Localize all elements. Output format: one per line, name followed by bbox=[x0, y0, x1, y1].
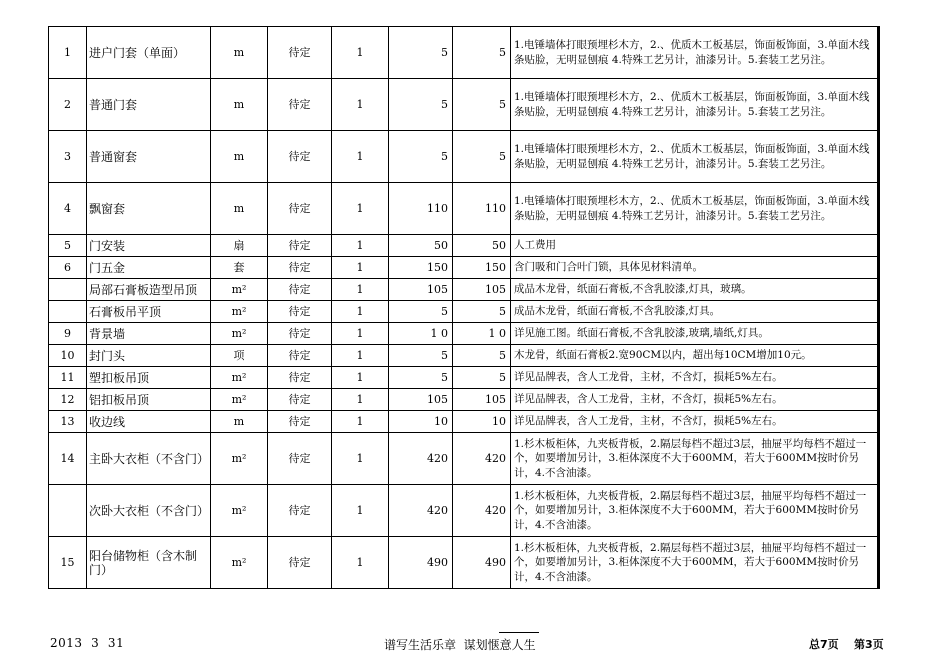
item-amount: 5 bbox=[389, 345, 453, 367]
item-description: 1.杉木板柜体，九夹板背板，2.隔层每档不超过3层，抽屉平均每档不超过一个，如要增加另计，3.柜体深度不大于600MM，若大于600MM按时价另计，4.不含油漆。 bbox=[511, 537, 879, 589]
item-quantity: 1 bbox=[332, 27, 389, 79]
item-quantity: 1 bbox=[332, 367, 389, 389]
item-total: 5 bbox=[453, 345, 511, 367]
items-table bbox=[48, 26, 880, 589]
item-amount: 5 bbox=[389, 79, 453, 131]
item-name: 阳台储物柜（含木制门） bbox=[87, 537, 211, 589]
row-number: 12 bbox=[49, 389, 87, 411]
item-description: 成品木龙骨，纸面石膏板,不含乳胶漆,灯具，玻璃。 bbox=[511, 279, 879, 301]
item-description: 详见施工图。纸面石膏板,不含乳胶漆,玻璃,墙纸,灯具。 bbox=[511, 323, 879, 345]
item-total: 420 bbox=[453, 485, 511, 537]
item-quantity: 1 bbox=[332, 257, 389, 279]
item-description: 详见品牌表，含人工龙骨，主材，不含灯，损耗5%左右。 bbox=[511, 389, 879, 411]
item-amount: 490 bbox=[389, 537, 453, 589]
table-row bbox=[49, 367, 879, 389]
footer-date: 2013 3 31 bbox=[50, 636, 125, 650]
item-description: 1.杉木板柜体，九夹板背板，2.隔层每档不超过3层，抽屉平均每档不超过一个，如要增加另计，3.柜体深度不大于600MM，若大于600MM按时价另计，4.不含油漆。 bbox=[511, 485, 879, 537]
table-row bbox=[49, 345, 879, 367]
item-total: 5 bbox=[453, 27, 511, 79]
item-description: 人工费用 bbox=[511, 235, 879, 257]
item-unit: m² bbox=[211, 301, 268, 323]
item-unit-price: 待定 bbox=[268, 411, 332, 433]
item-unit-price: 待定 bbox=[268, 183, 332, 235]
item-amount: 420 bbox=[389, 433, 453, 485]
row-number: 9 bbox=[49, 323, 87, 345]
item-total: 105 bbox=[453, 389, 511, 411]
item-quantity: 1 bbox=[332, 485, 389, 537]
item-total: 10 bbox=[453, 411, 511, 433]
table-row bbox=[49, 279, 879, 301]
item-amount: 105 bbox=[389, 389, 453, 411]
table-row bbox=[49, 433, 879, 485]
item-name: 塑扣板吊顶 bbox=[87, 367, 211, 389]
footer-slogan: 谱写生活乐章 谋划惬意人生 bbox=[384, 638, 536, 652]
item-quantity: 1 bbox=[332, 345, 389, 367]
item-total: 1 0 bbox=[453, 323, 511, 345]
item-description: 1.电锤墙体打眼预埋杉木方，2.、优质木工板基层，饰面板饰面，3.单面木线条贴脸，无明显刨痕 4.特殊工艺另计，油漆另计。5.套装工艺另注。 bbox=[511, 183, 879, 235]
item-name: 进户门套（单面） bbox=[87, 27, 211, 79]
item-total: 150 bbox=[453, 257, 511, 279]
table-row bbox=[49, 235, 879, 257]
item-unit-price: 待定 bbox=[268, 537, 332, 589]
item-unit: m bbox=[211, 79, 268, 131]
item-unit-price: 待定 bbox=[268, 79, 332, 131]
item-total: 5 bbox=[453, 79, 511, 131]
item-name: 普通门套 bbox=[87, 79, 211, 131]
item-description: 成品木龙骨，纸面石膏板,不含乳胶漆,灯具。 bbox=[511, 301, 879, 323]
item-unit-price: 待定 bbox=[268, 433, 332, 485]
row-number: 6 bbox=[49, 257, 87, 279]
row-number: 3 bbox=[49, 131, 87, 183]
item-unit: m² bbox=[211, 433, 268, 485]
item-quantity: 1 bbox=[332, 131, 389, 183]
row-number: 10 bbox=[49, 345, 87, 367]
item-name: 封门头 bbox=[87, 345, 211, 367]
item-quantity: 1 bbox=[332, 433, 389, 485]
item-name: 局部石膏板造型吊顶 bbox=[87, 279, 211, 301]
table-row bbox=[49, 389, 879, 411]
item-quantity: 1 bbox=[332, 389, 389, 411]
footer-divider bbox=[499, 632, 539, 633]
item-description: 1.电锤墙体打眼预埋杉木方，2.、优质木工板基层，饰面板饰面，3.单面木线条贴脸，无明显刨痕 4.特殊工艺另计，油漆另计。5.套装工艺另注。 bbox=[511, 27, 879, 79]
footer-page-count: 总7页 第3页 bbox=[809, 638, 884, 651]
item-description: 1.电锤墙体打眼预埋杉木方，2.、优质木工板基层，饰面板饰面，3.单面木线条贴脸，无明显刨痕 4.特殊工艺另计，油漆另计。5.套装工艺另注。 bbox=[511, 79, 879, 131]
item-unit: m bbox=[211, 27, 268, 79]
row-number: 15 bbox=[49, 537, 87, 589]
row-number: 4 bbox=[49, 183, 87, 235]
table-row bbox=[49, 131, 879, 183]
table-row bbox=[49, 79, 879, 131]
item-total: 50 bbox=[453, 235, 511, 257]
item-total: 110 bbox=[453, 183, 511, 235]
item-total: 490 bbox=[453, 537, 511, 589]
item-amount: 1 0 bbox=[389, 323, 453, 345]
item-quantity: 1 bbox=[332, 411, 389, 433]
item-name: 飘窗套 bbox=[87, 183, 211, 235]
item-unit: 套 bbox=[211, 257, 268, 279]
item-amount: 5 bbox=[389, 367, 453, 389]
item-unit: m bbox=[211, 183, 268, 235]
item-unit: m² bbox=[211, 537, 268, 589]
row-number: 13 bbox=[49, 411, 87, 433]
item-name: 石膏板吊平顶 bbox=[87, 301, 211, 323]
item-name: 收边线 bbox=[87, 411, 211, 433]
item-unit: m² bbox=[211, 367, 268, 389]
table-row bbox=[49, 323, 879, 345]
row-number: 2 bbox=[49, 79, 87, 131]
item-amount: 10 bbox=[389, 411, 453, 433]
item-total: 5 bbox=[453, 131, 511, 183]
table-row bbox=[49, 257, 879, 279]
item-unit: 扇 bbox=[211, 235, 268, 257]
item-quantity: 1 bbox=[332, 301, 389, 323]
row-number: 5 bbox=[49, 235, 87, 257]
item-description: 含门吸和门合叶门锁，具体见材料清单。 bbox=[511, 257, 879, 279]
row-number bbox=[49, 301, 87, 323]
table-row bbox=[49, 27, 879, 79]
row-number: 11 bbox=[49, 367, 87, 389]
item-quantity: 1 bbox=[332, 279, 389, 301]
table-row bbox=[49, 485, 879, 537]
item-amount: 50 bbox=[389, 235, 453, 257]
table-row bbox=[49, 537, 879, 589]
table-row bbox=[49, 411, 879, 433]
item-unit-price: 待定 bbox=[268, 131, 332, 183]
item-unit: m bbox=[211, 411, 268, 433]
row-number bbox=[49, 279, 87, 301]
item-quantity: 1 bbox=[332, 323, 389, 345]
item-amount: 420 bbox=[389, 485, 453, 537]
item-amount: 5 bbox=[389, 131, 453, 183]
item-unit-price: 待定 bbox=[268, 367, 332, 389]
item-unit-price: 待定 bbox=[268, 235, 332, 257]
item-quantity: 1 bbox=[332, 79, 389, 131]
table-row bbox=[49, 301, 879, 323]
item-amount: 105 bbox=[389, 279, 453, 301]
item-description: 木龙骨，纸面石膏板2.宽90CM以内，超出每10CM增加10元。 bbox=[511, 345, 879, 367]
item-unit-price: 待定 bbox=[268, 257, 332, 279]
item-total: 105 bbox=[453, 279, 511, 301]
item-unit: m² bbox=[211, 323, 268, 345]
row-number: 1 bbox=[49, 27, 87, 79]
item-amount: 5 bbox=[389, 301, 453, 323]
item-unit-price: 待定 bbox=[268, 27, 332, 79]
item-description: 1.电锤墙体打眼预埋杉木方，2.、优质木工板基层，饰面板饰面，3.单面木线条贴脸，无明显刨痕 4.特殊工艺另计，油漆另计。5.套装工艺另注。 bbox=[511, 131, 879, 183]
item-amount: 110 bbox=[389, 183, 453, 235]
item-total: 5 bbox=[453, 301, 511, 323]
item-unit: m² bbox=[211, 279, 268, 301]
item-unit: m² bbox=[211, 485, 268, 537]
item-unit-price: 待定 bbox=[268, 279, 332, 301]
item-unit-price: 待定 bbox=[268, 345, 332, 367]
item-unit-price: 待定 bbox=[268, 323, 332, 345]
item-name: 次卧大衣柜（不含门） bbox=[87, 485, 211, 537]
item-description: 详见品牌表，含人工龙骨，主材，不含灯，损耗5%左右。 bbox=[511, 411, 879, 433]
item-unit-price: 待定 bbox=[268, 389, 332, 411]
item-name: 铝扣板吊顶 bbox=[87, 389, 211, 411]
item-description: 详见品牌表，含人工龙骨，主材，不含灯，损耗5%左右。 bbox=[511, 367, 879, 389]
item-unit: m bbox=[211, 131, 268, 183]
item-unit-price: 待定 bbox=[268, 485, 332, 537]
item-amount: 150 bbox=[389, 257, 453, 279]
quotation-table bbox=[48, 26, 878, 593]
item-quantity: 1 bbox=[332, 183, 389, 235]
item-name: 门五金 bbox=[87, 257, 211, 279]
row-number bbox=[49, 485, 87, 537]
item-unit: 项 bbox=[211, 345, 268, 367]
item-description: 1.杉木板柜体，九夹板背板，2.隔层每档不超过3层，抽屉平均每档不超过一个，如要增加另计，3.柜体深度不大于600MM，若大于600MM按时价另计，4.不含油漆。 bbox=[511, 433, 879, 485]
item-total: 420 bbox=[453, 433, 511, 485]
item-unit-price: 待定 bbox=[268, 301, 332, 323]
table-row bbox=[49, 183, 879, 235]
item-name: 普通窗套 bbox=[87, 131, 211, 183]
item-unit: m² bbox=[211, 389, 268, 411]
item-amount: 5 bbox=[389, 27, 453, 79]
item-quantity: 1 bbox=[332, 537, 389, 589]
item-name: 门安装 bbox=[87, 235, 211, 257]
row-number: 14 bbox=[49, 433, 87, 485]
item-name: 主卧大衣柜（不含门） bbox=[87, 433, 211, 485]
item-total: 5 bbox=[453, 367, 511, 389]
item-quantity: 1 bbox=[332, 235, 389, 257]
item-name: 背景墙 bbox=[87, 323, 211, 345]
